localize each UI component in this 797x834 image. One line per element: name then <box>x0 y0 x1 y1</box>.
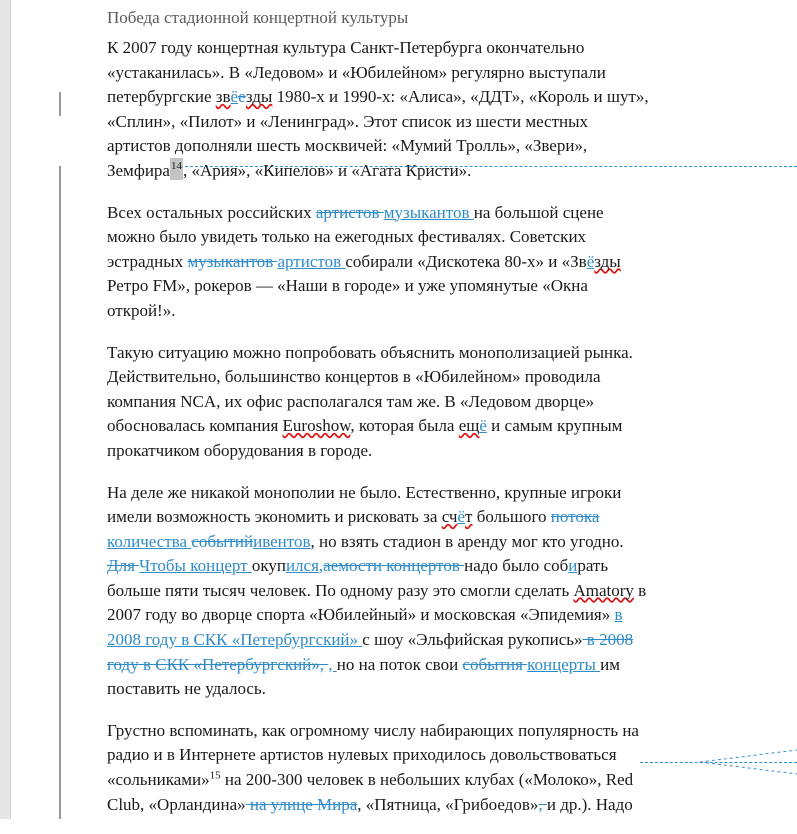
text-line <box>107 61 707 86</box>
tracked-insertion: ё <box>479 416 487 436</box>
text-line <box>107 793 707 818</box>
tracked-deletion: концертов <box>386 556 465 576</box>
text-line <box>107 530 707 555</box>
text-run: Земфира <box>107 160 170 180</box>
change-bar <box>59 166 61 819</box>
text-run: «устаканилась». В «Ледовом» и «Юбилейном» регулярно выступали <box>107 62 606 82</box>
text-run: Club, «Орландина» <box>107 794 246 814</box>
text-run: Грустно вспоминать, как огромному числу набирающих популярность на <box>107 720 639 740</box>
spelling-error: Amatory <box>573 580 634 600</box>
text-run: и самым крупным <box>486 416 623 436</box>
text-line <box>107 85 707 110</box>
text-line <box>107 341 707 366</box>
text-run: Всех остальных российских <box>107 202 316 222</box>
text-run: окуп <box>251 556 286 576</box>
text-run: Действительно, большинство концертов в «Юбилейном» проводила <box>107 367 601 387</box>
text-line <box>107 653 707 678</box>
paragraph <box>107 341 707 464</box>
tracked-deletion: артистов <box>315 202 384 222</box>
tracked-insertion: Чтобы концерт <box>139 556 252 576</box>
text-line <box>107 250 707 275</box>
spelling-error: зв <box>215 87 231 107</box>
text-line <box>107 365 707 390</box>
text-line <box>107 743 707 768</box>
text-run: Ретро FM», рокеров — «Наши в городе» и уже упомянутые «Окна <box>107 276 588 296</box>
text-line <box>107 299 707 324</box>
text-run: на 200-300 человек в небольших клубах («Молоко», Red <box>220 770 634 790</box>
tracked-insertion: 2008 году в СКК «Петербургский» <box>107 630 363 650</box>
text-run: «сольниками» <box>107 770 210 790</box>
paragraph <box>107 201 707 324</box>
tracked-insertion: ился <box>285 556 319 576</box>
tracked-insertion: ё <box>586 251 595 271</box>
text-run: рать <box>577 556 609 576</box>
text-run: можно было увидеть только на ежегодных фестивалях. Советских <box>107 227 587 247</box>
text-line <box>107 134 707 159</box>
text-run: больше пяти тысяч человек. По одному разу это смогли сделать <box>107 580 574 600</box>
change-bar <box>59 92 61 116</box>
tracked-deletion: потока <box>550 507 600 527</box>
document-body <box>107 6 707 834</box>
text-run: в <box>633 580 647 600</box>
spelling-error: т <box>465 507 473 527</box>
text-run: «Сплин», «Пилот» и «Ленинград». Этот список из шести местных <box>107 111 589 131</box>
spelling-error: ещ <box>458 416 480 436</box>
page-left-edge <box>0 0 10 819</box>
tracked-deletion: в 2008 <box>582 630 634 650</box>
footnote-reference[interactable]: 14 <box>170 158 183 180</box>
spelling-error: зды <box>245 87 273 107</box>
text-run: обосновалась компания <box>107 416 283 436</box>
text-run: им <box>600 654 621 674</box>
text-run: имели возможность экономить и рисковать за <box>107 507 442 527</box>
text-line <box>107 201 707 226</box>
tracked-insertion: артистов <box>277 251 346 271</box>
text-run: прокатчиком оборудования в городе. <box>107 440 373 460</box>
text-line <box>107 110 707 135</box>
paragraph <box>107 36 707 184</box>
tracked-deletion: году в СКК «Петербургский», <box>107 654 329 674</box>
text-run: собирали «Дискотека 80-х» и «Зв <box>345 251 587 271</box>
paragraph <box>107 719 707 817</box>
tracked-insertion: ё <box>457 507 465 527</box>
section-heading: Победа стадионной концертной культуры <box>107 8 409 27</box>
text-line <box>107 719 707 744</box>
text-run: на большой сцене <box>473 202 604 222</box>
tracked-deletion: е <box>238 87 246 107</box>
text-line <box>107 36 707 61</box>
tracked-insertion: и <box>568 556 578 576</box>
tracked-insertion: в <box>614 605 623 625</box>
text-line <box>107 677 707 702</box>
spelling-error: сч <box>441 507 458 527</box>
tracked-insertion: , <box>328 654 337 674</box>
text-line <box>107 159 707 184</box>
paragraph <box>107 481 707 702</box>
text-line <box>107 390 707 415</box>
text-line <box>107 628 707 653</box>
spelling-error: зды <box>594 251 621 271</box>
tracked-insertion: концерты <box>527 654 601 674</box>
text-line <box>107 481 707 506</box>
tracked-deletion: событий <box>191 531 254 551</box>
tracked-insertion: ивентов <box>253 531 311 551</box>
text-line <box>107 414 707 439</box>
text-line <box>107 768 707 793</box>
text-run: и др.). Надо <box>546 794 633 814</box>
comment-connector-diagonal <box>700 748 797 778</box>
text-run: поставить не удалось. <box>107 679 266 699</box>
text-line <box>107 505 707 530</box>
text-run: Такую ситуацию можно попробовать объяснить монополизацией рынка. <box>107 342 633 362</box>
text-run: большого <box>472 507 551 527</box>
tracked-insertion: ё <box>230 87 239 107</box>
text-run: , «Ария», «Кипелов» и «Агата Кристи». <box>182 160 472 180</box>
text-run: с шоу «Эльфийская рукопись» <box>362 630 583 650</box>
text-run: , но взять стадион в аренду мог кто угодно. <box>310 531 624 551</box>
text-run: радио и в Интернете артистов нулевых приходилось довольствоваться <box>107 745 617 765</box>
spelling-error: Euroshow <box>282 416 351 436</box>
tracked-deletion: , <box>538 794 547 814</box>
text-run: петербургские <box>107 87 216 107</box>
text-run: К 2007 году концертная культура Санкт-Петербурга окончательно <box>107 38 585 57</box>
text-run: надо было соб <box>464 556 569 576</box>
text-line <box>107 225 707 250</box>
text-line <box>107 579 707 604</box>
text-line <box>107 554 707 579</box>
text-run: открой!». <box>107 300 176 320</box>
text-line <box>107 603 707 628</box>
text-run: артистов дополняли шесть москвичей: «Мумий Тролль», «Звери», <box>107 136 588 156</box>
tracked-insertion: количества <box>107 531 192 551</box>
text-run: но на поток свои <box>336 654 463 674</box>
tracked-deletion: события <box>462 654 528 674</box>
tracked-deletion: на улице Мира <box>245 794 358 814</box>
tracked-insertion: , <box>318 556 324 576</box>
text-run: , «Пятница, «Грибоедов» <box>357 794 539 814</box>
text-run: , которая была <box>350 416 459 436</box>
text-run: 1980-х и 1990-х: «Алиса», «ДДТ», «Король и шут», <box>272 87 649 107</box>
tracked-deletion: музыкантов <box>187 251 278 271</box>
text-run: 2007 году во дворце спорта «Юбилейный» и московская «Эпидемия» <box>107 605 615 625</box>
page-edge-line <box>10 0 11 819</box>
tracked-deletion: аемости <box>323 556 387 576</box>
paragraph-container <box>107 36 707 817</box>
text-line <box>107 439 707 464</box>
text-line <box>107 274 707 299</box>
text-run: эстрадных <box>107 251 188 271</box>
tracked-insertion: музыкантов <box>383 202 474 222</box>
text-run: На деле же никакой монополии не было. Естественно, крупные игроки <box>107 482 622 502</box>
tracked-deletion: Для <box>107 556 140 576</box>
text-run: компания NCA, их офис располагался там же. В «Ледовом дворце» <box>107 391 595 411</box>
footnote-reference[interactable]: 15 <box>209 769 221 782</box>
